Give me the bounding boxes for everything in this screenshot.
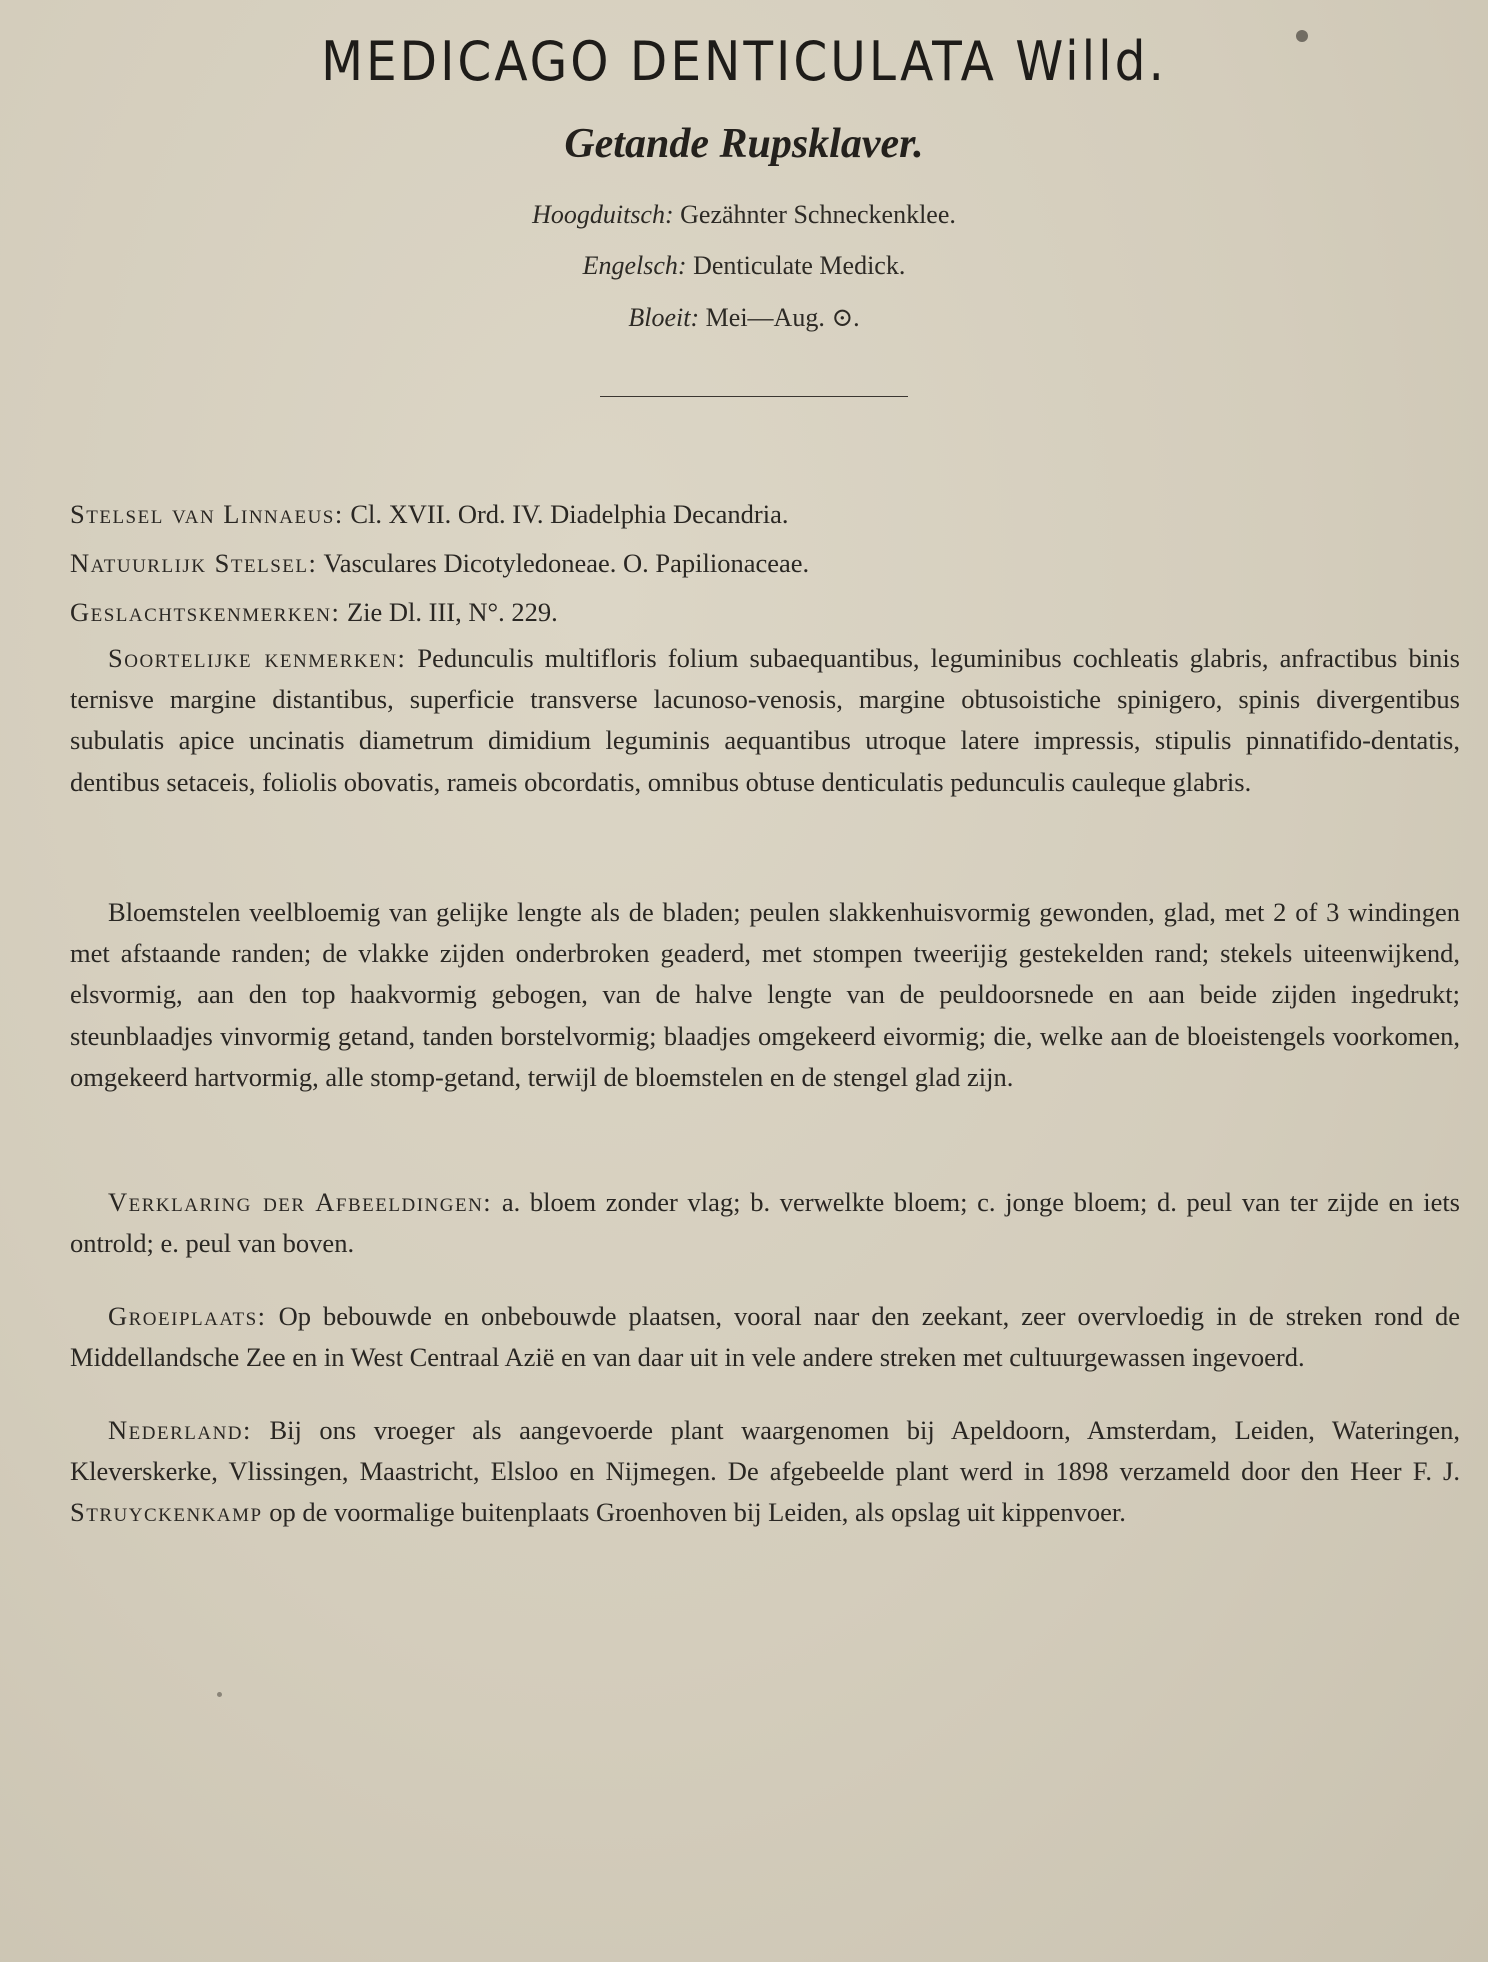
bloom-line <box>0 303 1488 333</box>
description-initial: B <box>108 897 126 927</box>
genus-value: Zie Dl. III, N°. 229. <box>346 597 558 627</box>
linnaeus-system <box>70 494 1460 535</box>
netherlands-label: Nederland: <box>108 1415 252 1445</box>
netherlands-distribution <box>70 1410 1460 1534</box>
figures-value: a. bloem zonder vlag; b. verwelkte bloem; c. jonge bloem; d. peul van ter zijde en iets ontrold; e. peul van boven. <box>70 1187 1460 1259</box>
habitat <box>70 1296 1460 1378</box>
genus-label: Geslachtskenmerken: <box>70 597 341 627</box>
german-name-value: Gezähnter Schneckenklee. <box>680 200 956 229</box>
figures-label: Verklaring der Afbeeldingen: <box>108 1187 493 1217</box>
bloom-value: Mei—Aug. ⊙. <box>705 303 860 332</box>
german-name-line <box>0 200 1488 230</box>
natural-label: Natuurlijk Stelsel: <box>70 548 318 578</box>
linnaeus-value: Cl. XVII. Ord. IV. Diadelphia Decandria. <box>350 499 789 529</box>
page-title: MEDICAGO DENTICULATA Willd. <box>321 30 1167 93</box>
figure-explanation <box>70 1182 1460 1264</box>
habitat-value: Op bebouwde en onbebouwde plaatsen, vooral naar den zeekant, zeer overvloedig in de streken rond de Middellandsche Zee en in West Centraal Azië en van daar uit in vele andere streken met cultuurgewassen ingevoerd. <box>70 1301 1461 1373</box>
english-name-label: Engelsch: <box>582 251 687 280</box>
species-value: Pedunculis multifloris folium subaequantibus, leguminibus cochleatis glabris, anfractibus binis ternisve margine distantibus, superficie transverse lacunoso-venosis, margine obtusoistiche spinigero, spinis divergentibus subulatis apice uncinatis diametrum dimidium leguminis aequantibus utroque latere impressis, stipulis pinnatifido-dentatis, dentibus setaceis, foliolis obovatis, rameis obcordatis, omnibus obtuse denticulatis pedunculis cauleque glabris. <box>70 643 1460 797</box>
collector-name: Struyckenkamp <box>70 1497 263 1528</box>
dutch-description <box>70 892 1460 1098</box>
paper-speck <box>217 1692 222 1697</box>
description-text: loemstelen veelbloemig van gelijke lengte als de bladen; peulen slakkenhuisvormig gewonden, glad, met 2 of 3 windingen met afstaande randen; de vlakke zijden onderbroken geaderd, met stompen tweerijig gestekelden rand; stekels uiteenwijkend, elsvormig, aan den top haakvormig gebogen, van de halve lengte van de peuldoorsnede en aan beide zijden ingedrukt; steunblaadjes vinvormig getand, tanden borstelvormig; blaadjes omgekeerd eivormig; die, welke aan de bloeistengels voorkomen, omgekeerd hartvormig, alle stomp-getand, terwijl de bloemstelen en de stengel glad zijn. <box>70 897 1460 1092</box>
linnaeus-label: Stelsel van Linnaeus: <box>70 499 344 529</box>
english-name-value: Denticulate Medick. <box>693 251 906 280</box>
natural-value: Vasculares Dicotyledoneae. O. Papilionaceae. <box>323 548 810 578</box>
habitat-label: Groeiplaats: <box>108 1301 267 1331</box>
natural-system <box>70 543 1460 584</box>
netherlands-value-part1: Bij ons vroeger als aangevoerde plant waargenomen bij Apeldoorn, Amsterdam, Leiden, Wateringen, Kleverskerke, Vlissingen, Maastricht, Elsloo en Nijmegen. De afgebeelde plant werd in 1898 verzameld door den Heer F. J. <box>70 1415 1461 1487</box>
genus-characteristics <box>70 592 1460 633</box>
bloom-label: Bloeit: <box>628 303 700 332</box>
english-name-line <box>0 251 1488 281</box>
species-characteristics <box>70 638 1460 803</box>
netherlands-value-part2: op de voormalige buitenplaats Groenhoven bij Leiden, als opslag uit kippenvoer. <box>269 1497 1126 1528</box>
common-name: Getande Rupsklaver. <box>564 121 924 167</box>
divider-rule <box>600 396 908 397</box>
species-label: Soortelijke kenmerken: <box>108 643 407 673</box>
german-name-label: Hoogduitsch: <box>532 200 674 229</box>
